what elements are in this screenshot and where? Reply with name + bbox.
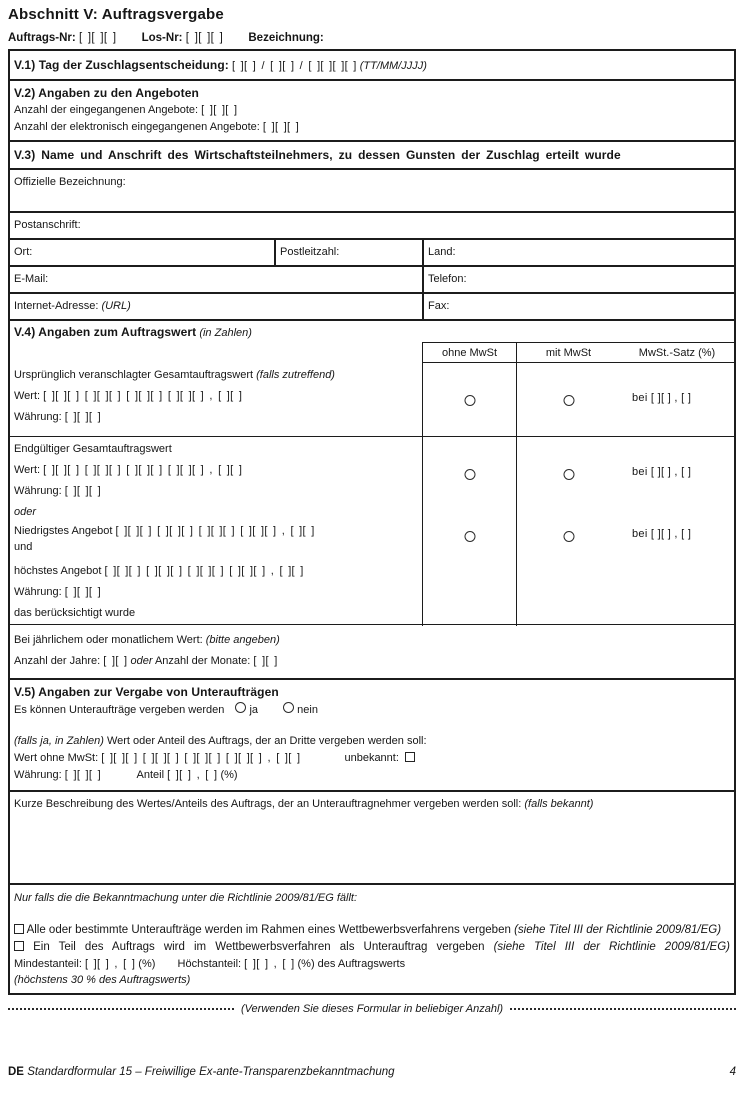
v4-months-boxes: [ ][ ] <box>253 655 278 667</box>
radio-final-ohne-mwst[interactable] <box>464 469 475 480</box>
country-field: Land: <box>422 240 734 265</box>
postal-code-field: Postleitzahl: <box>274 240 422 265</box>
v4-group2-oder: oder <box>14 506 37 518</box>
v4-group1-labels <box>10 363 422 436</box>
check1-text: Alle oder bestimmte Unteraufträge werden im Rahmen eines Wettbewerbsverfahrens vergeben <box>26 924 511 936</box>
v4-highest-boxes: [ ][ ][ ] [ ][ ][ ] [ ][ ][ ] [ ][ ][ ] , [ ][ ] <box>104 565 304 577</box>
internet-field <box>10 294 422 319</box>
v4-group1-waehrung-line <box>14 407 418 428</box>
v4-group2-title: Endgültiger Gesamtauftragswert <box>14 443 172 455</box>
v5-falls-ja-line <box>14 733 730 750</box>
check1-note: (siehe Titel III der Richtlinie 2009/81/EG) <box>514 924 722 936</box>
v4-col-mit-mwst: mit MwSt <box>516 342 620 363</box>
v2-heading: V.2) Angaben zu den Angeboten <box>14 86 199 100</box>
max-share-label: Höchstanteil: <box>177 958 242 970</box>
section-v5 <box>8 678 736 792</box>
v4-group1-satz-cell <box>620 363 734 436</box>
v5-unbekannt-label: unbekannt: <box>344 752 399 764</box>
email-field: E-Mail: <box>14 273 49 285</box>
v4-group1-wert-label: Wert: <box>14 390 41 402</box>
internet-url-note: (URL) <box>101 300 131 312</box>
auftrags-nr-boxes: [ ][ ][ ] <box>78 32 117 44</box>
v4-group2-waehrung2-line <box>14 582 418 603</box>
radio-group1-ohne-mwst[interactable] <box>464 395 475 406</box>
v5-falls-ja-text: Wert oder Anteil des Auftrags, der an Dritte vergeben werden soll: <box>106 735 427 747</box>
v3-postal-address-row <box>8 211 736 240</box>
directive-check1-line <box>14 922 730 939</box>
v5-waehrung-boxes: [ ][ ][ ] <box>64 769 101 781</box>
max-share-unit: (%) des Auftragswerts <box>297 958 406 970</box>
check2-text: Ein Teil des Auftrags wird im Wettbewerbsverfahren als Unterauftrag vergeben <box>33 940 485 953</box>
radio-lowest-ohne-mwst[interactable] <box>464 531 475 542</box>
checkbox-unbekannt[interactable] <box>405 752 415 762</box>
v4-heading-note: (in Zahlen) <box>199 327 252 339</box>
v5-waehrung-anteil-line <box>14 767 730 784</box>
bezeichnung-label: Bezeichnung: <box>248 32 324 44</box>
v4-group2-wert-label: Wert: <box>14 464 41 476</box>
v4-group2-waehrung-line <box>14 481 418 502</box>
v5-heading: V.5) Angaben zur Vergabe von Unteraufträgen <box>14 685 279 699</box>
v5-falls-ja-note: (falls ja, in Zahlen) <box>14 735 104 747</box>
v4-group2-waehrung-boxes: [ ][ ][ ] <box>64 485 101 497</box>
v3-heading: V.3) Name und Anschrift des Wirtschaftsteilnehmers, zu dessen Gunsten der Zuschlag erteilt wurde <box>14 148 621 162</box>
v4-periodic-counts-line <box>14 651 730 672</box>
v5-wert-label: Wert ohne MwSt: <box>14 752 99 764</box>
v1-format-note: (TT/MM/JJJJ) <box>359 60 427 72</box>
footer-lang: DE <box>8 1066 24 1078</box>
v3-city-row <box>8 238 736 267</box>
radio-subcontract-nein[interactable] <box>283 702 294 713</box>
v4-group1-wert-line <box>14 386 418 407</box>
dotted-rule-right <box>510 1008 736 1010</box>
description-empty-area <box>14 813 730 879</box>
v4-group2-waehrung-label: Währung: <box>14 485 62 497</box>
radio-lowest-mit-mwst[interactable] <box>563 531 574 542</box>
section-directive <box>8 883 736 995</box>
v4-group-final <box>10 437 734 625</box>
v4-column-header-row <box>10 342 734 363</box>
v1-date-boxes: [ ][ ] / [ ][ ] / [ ][ ][ ][ ] <box>231 60 357 72</box>
v4-group2-waehrung2-boxes: [ ][ ][ ] <box>64 586 101 598</box>
section-v3-heading <box>8 140 736 170</box>
min-share-unit: (%) <box>138 958 156 970</box>
v4-heading: V.4) Angaben zum Auftragswert <box>14 325 197 339</box>
v4-highest-offer-line <box>14 561 418 582</box>
v4-col-ohne-mwst: ohne MwSt <box>422 342 516 363</box>
v4-months-label: Anzahl der Monate: <box>154 655 251 667</box>
los-nr-boxes: [ ][ ][ ] <box>185 32 224 44</box>
max-30-percent-note: (höchstens 30 % des Auftragswerts) <box>14 974 191 986</box>
v4-years-boxes: [ ][ ] <box>103 655 128 667</box>
min-share-boxes: [ ][ ] , [ ] <box>84 958 136 970</box>
max-share-boxes: [ ][ ] , [ ] <box>244 958 295 970</box>
v5-anteil-boxes: [ ][ ] , [ ] <box>167 769 218 781</box>
v2-electronic-label: Anzahl der elektronisch eingegangenen Angebote: <box>14 121 260 133</box>
v4-periodic-note: (bitte angeben) <box>205 634 280 646</box>
v3-internet-row <box>8 292 736 321</box>
auftrags-nr-label: Auftrags-Nr: <box>8 32 76 44</box>
v3-email-row <box>8 265 736 294</box>
v4-group1-wert-boxes: [ ][ ][ ] [ ][ ][ ] [ ][ ][ ] [ ][ ][ ] , [ ][ ] <box>43 390 243 402</box>
v4-group2-mit-cell <box>516 437 620 626</box>
directive-check2-line <box>14 939 730 956</box>
v4-group1-ohne-cell <box>422 363 516 436</box>
footer-page-number: 4 <box>729 1066 736 1078</box>
check2-note: (siehe Titel III der Richtlinie 2009/81/EG) <box>493 940 731 953</box>
v4-considered-note: das berücksichtigt wurde <box>14 607 136 619</box>
v4-lowest-boxes: [ ][ ][ ] [ ][ ][ ] [ ][ ][ ] [ ][ ][ ] , [ ][ ] <box>115 525 315 537</box>
city-field: Ort: <box>14 246 33 258</box>
usage-note: (Verwenden Sie dieses Formular in beliebiger Anzahl) <box>240 1003 504 1015</box>
directive-shares-line <box>14 955 730 973</box>
v5-subcontract-question-line <box>14 701 730 720</box>
v4-und: und <box>14 541 33 553</box>
page-footer <box>8 1066 736 1078</box>
v1-heading: V.1) Tag der Zuschlagsentscheidung: <box>14 58 229 72</box>
v5-wert-line <box>14 750 730 767</box>
los-nr-label: Los-Nr: <box>141 32 183 44</box>
v2-received-line <box>14 102 730 119</box>
v4-periodic-oder: oder <box>130 655 153 667</box>
v4-periodic-label: Bei jährlichem oder monatlichem Wert: <box>14 634 203 646</box>
v4-group1-title-note: (falls zutreffend) <box>256 369 335 381</box>
v5-ja-label: ja <box>249 704 259 716</box>
v4-group-estimated <box>10 363 734 437</box>
v5-anteil-unit: (%) <box>220 769 238 781</box>
v4-periodic-block <box>10 625 734 678</box>
checkbox-all-subcontracts[interactable] <box>14 924 24 934</box>
v4-lowest-bei-boxes: bei [ ][ ] , [ ] <box>632 528 692 540</box>
v4-heading-line <box>10 321 734 342</box>
phone-field: Telefon: <box>422 267 734 292</box>
v4-periodic-title-line <box>14 630 730 651</box>
postal-address-field: Postanschrift: <box>14 219 81 231</box>
v4-final-bei-boxes: bei [ ][ ] , [ ] <box>632 466 692 478</box>
v4-col-mwst-satz: MwSt.-Satz (%) <box>620 342 734 363</box>
v4-group2-satz-cell <box>620 437 734 626</box>
v2-received-label: Anzahl der eingegangenen Angebote: <box>14 104 199 116</box>
footer-form-name-line <box>8 1066 395 1078</box>
v4-years-label: Anzahl der Jahre: <box>14 655 101 667</box>
radio-final-mit-mwst[interactable] <box>563 469 574 480</box>
contract-id-line <box>8 32 736 44</box>
footer-form-name: Standardformular 15 – Freiwillige Ex-ante-Transparenzbekanntmachung <box>27 1066 395 1078</box>
description-label-line <box>14 796 730 813</box>
v2-electronic-boxes: [ ][ ][ ] <box>262 121 300 133</box>
v4-group1-title-line <box>14 365 418 386</box>
v4-highest-label: höchstes Angebot <box>14 565 102 577</box>
description-label: Kurze Beschreibung des Wertes/Anteils des Auftrags, der an Unterauftragnehmer vergeben werden soll: <box>14 798 522 810</box>
v4-group2-wert-line <box>14 460 418 481</box>
radio-group1-mit-mwst[interactable] <box>563 395 574 406</box>
directive-note: Nur falls die die Bekanntmachung unter die Richtlinie 2009/81/EG fällt: <box>14 892 358 904</box>
v4-group2-waehrung2-label: Währung: <box>14 586 62 598</box>
usage-note-divider <box>8 1003 736 1015</box>
v4-group2-ohne-cell <box>422 437 516 626</box>
v2-electronic-line <box>14 119 730 136</box>
page-title: Abschnitt V: Auftragsvergabe <box>8 6 224 23</box>
fax-field: Fax: <box>422 294 734 319</box>
internet-label: Internet-Adresse: <box>14 300 99 312</box>
radio-subcontract-ja[interactable] <box>235 702 246 713</box>
v4-group2-wert-boxes: [ ][ ][ ] [ ][ ][ ] [ ][ ][ ] [ ][ ][ ] , [ ][ ] <box>43 464 243 476</box>
dotted-rule-left <box>8 1008 234 1010</box>
min-share-label: Mindestanteil: <box>14 958 82 970</box>
v5-nein-label: nein <box>297 704 318 716</box>
v4-group2-labels <box>10 437 422 626</box>
v4-group1-mit-cell <box>516 363 620 436</box>
v4-group1-title: Ursprünglich veranschlagter Gesamtauftragswert <box>14 369 254 381</box>
v5-waehrung-label: Währung: <box>14 769 62 781</box>
v4-group1-bei-boxes: bei [ ][ ] , [ ] <box>632 392 692 404</box>
v4-group1-waehrung-label: Währung: <box>14 411 62 423</box>
description-note: (falls bekannt) <box>524 798 594 810</box>
v5-wert-boxes: [ ][ ][ ] [ ][ ][ ] [ ][ ][ ] [ ][ ][ ] , [ ][ ] <box>101 752 301 764</box>
official-name-field: Offizielle Bezeichnung: <box>14 176 126 188</box>
v4-header-spacer <box>10 342 422 363</box>
v4-lowest-offer-line <box>14 523 418 539</box>
v3-official-name-row <box>8 168 736 213</box>
v2-received-boxes: [ ][ ][ ] <box>201 104 238 116</box>
section-v4 <box>8 319 736 680</box>
form-sheet <box>8 6 736 1015</box>
v4-group1-waehrung-boxes: [ ][ ][ ] <box>64 411 101 423</box>
v4-lowest-label: Niedrigstes Angebot <box>14 525 113 537</box>
v5-question: Es können Unteraufträge vergeben werden <box>14 704 225 716</box>
section-v1 <box>8 49 736 81</box>
v5-anteil-label: Anteil <box>136 769 165 781</box>
checkbox-part-of-contract[interactable] <box>14 941 24 951</box>
section-subcontract-description <box>8 790 736 885</box>
section-v2 <box>8 79 736 142</box>
